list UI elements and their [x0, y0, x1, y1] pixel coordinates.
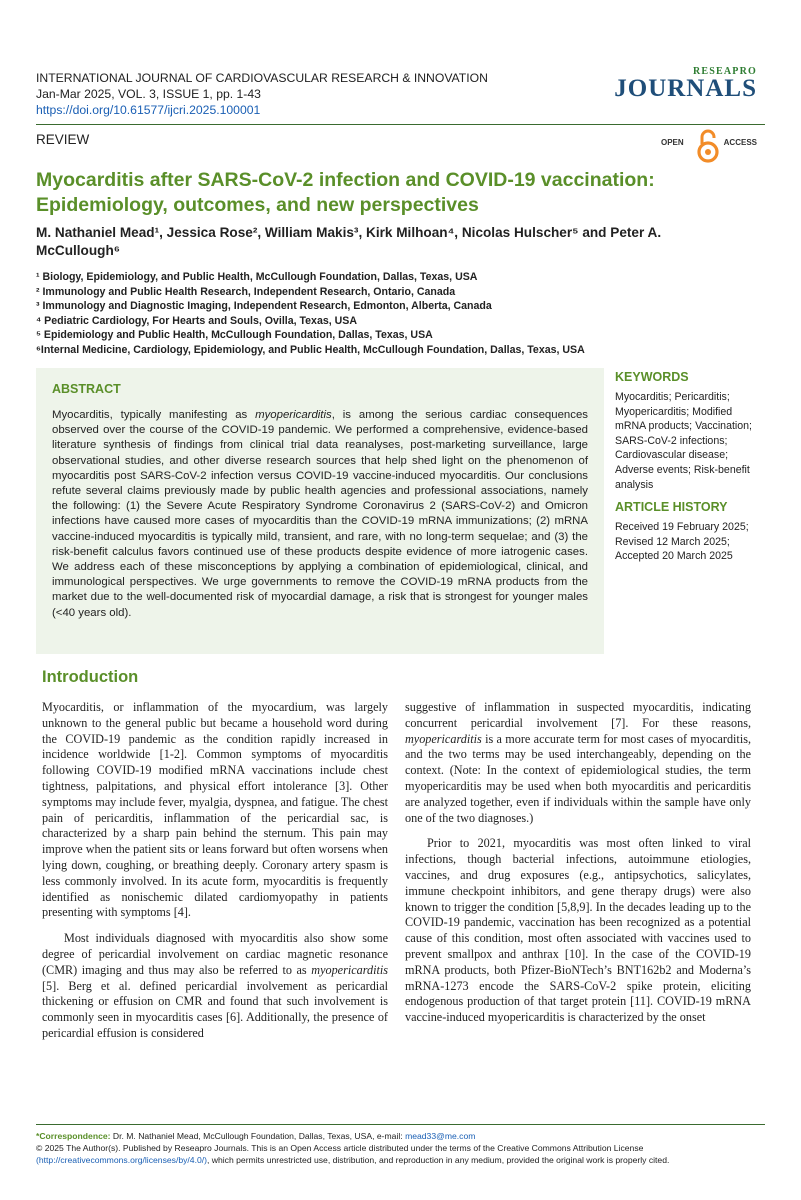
license-link[interactable]: (http://creativecommons.org/licenses/by/4.0/): [36, 1155, 207, 1165]
affiliation-item: ¹ Biology, Epidemiology, and Public Health, McCullough Foundation, Dallas, Texas, USA: [36, 271, 478, 283]
body-paragraph: suggestive of inflammation in suspected myocarditis, indicating concurrent pericardial involvement [7]. For these reasons, myopericarditis is a more accurate term for most cases of myocarditis, and the two terms may be used interchangeably, depending on the context. (Note: In the context of epidemiological studies, the term myopericarditis may be used when both myocarditis and pericarditis are analyzed together, even if individuals within the sample have only one of the two diagnoses.): [405, 700, 751, 825]
body-paragraph: Most individuals diagnosed with myocarditis also show some degree of pericardial involvement on cardiac magnetic resonance (CMR) imaging and thus may also be referred to as myopericarditis [5]. Berg et al. defined pericardial involvement as pericardial thickening or effusion on CMR and found that such involvement is commonly seen in myocarditis cases [6]. Additionally, the presence of pericardial effusion is considered: [42, 931, 388, 1040]
article-type: REVIEW: [36, 132, 90, 147]
affiliation-item: ⁶Internal Medicine, Cardiology, Epidemiology, and Public Health, McCullough Foundation, Dallas, Texas, USA: [36, 343, 585, 356]
section-heading-introduction: Introduction: [42, 668, 139, 686]
affiliations: [36, 270, 736, 358]
correspondence-label: *Correspondence:: [36, 1131, 111, 1141]
affiliation-item: ⁵ Epidemiology and Public Health, McCullough Foundation, Dallas, Texas, USA: [36, 329, 433, 342]
open-access-right: ACCESS: [723, 138, 757, 147]
logo-bottom-text: JOURNALS: [614, 75, 757, 102]
license-line: © 2025 The Author(s). Published by Reseapro Journals. This is an Open Access article distributed under the terms of the Creative Commons Attribution License: [36, 1143, 644, 1153]
article-sidebar: [615, 370, 765, 564]
affiliation-item: ² Immunology and Public Health Research, Independent Research, Ontario, Canada: [36, 285, 456, 298]
history-accepted: Accepted 20 March 2025: [615, 550, 733, 563]
journal-issue: Jan-Mar 2025, VOL. 3, ISSUE 1, pp. 1-43: [36, 87, 261, 101]
page-footer: [36, 1130, 766, 1166]
open-lock-icon: [694, 128, 722, 164]
publisher-logo: [614, 66, 757, 101]
affiliation-item: ³ Immunology and Diagnostic Imaging, Independent Research, Edmonton, Alberta, Canada: [36, 300, 492, 313]
footer-divider: [36, 1124, 765, 1125]
logo-top-text: RESEAPRO: [692, 66, 757, 77]
correspondence-email[interactable]: mead33@me.com: [405, 1131, 476, 1141]
abstract-box: [36, 368, 604, 654]
body-column-right: [405, 700, 751, 1036]
history-text: [615, 520, 765, 564]
body-paragraph: Myocarditis, or inflammation of the myocardium, was largely unknown to the general public but became a household word during the COVID-19 pandemic as the condition rapidly increased in incidence worldwide [1-2]. Common symptoms of myocarditis following COVID-19 modified mRNA vaccinations include chest tightness, palpitations, and physical effort intolerance [3]. Other symptoms may include fever, myalgia, dyspnea, and fatigue. The chest pain of pericarditis, inflammation of the pericardial sac, is characterized by a sharp pain behind the sternum. This pain may improve when the patient sits or leans forward but often worsens when lying down, coughing, or breathing deeply. Coronary artery spasm is less commonly involved. In its acute form, myocarditis is frequently identified as nonischemic dilated cardiomyopathy in patients presenting with symptoms [4].: [42, 700, 388, 920]
article-title: Myocarditis after SARS-CoV-2 infection and COVID-19 vaccination: Epidemiology, outcomes, and new perspectives: [36, 169, 655, 216]
keywords-text: Myocarditis; Pericarditis; Myopericarditis; Modified mRNA products; Vaccination; SARS-CoV-2 infections; Cardiovascular disease; Adverse events; Risk-benefit analysis: [615, 391, 752, 491]
history-received: Received 19 February 2025;: [615, 521, 749, 534]
body-column-left: [42, 700, 388, 1052]
author-list: M. Nathaniel Mead¹, Jessica Rose², William Makis³, Kirk Milhoan⁴, Nicolas Hulscher⁵ and Peter A. McCullough⁶: [36, 225, 662, 258]
correspondence-line: [36, 1130, 766, 1142]
body-paragraph: Prior to 2021, myocarditis was most often linked to viral infections, though bacterial infections, autoimmune etiologies, vaccines, and drug exposures (e.g., antipsychotics, salicylates, immune checkpoint inhibitors, and gene therapy drugs) were also known to trigger the condition [5,8,9]. In the decades leading up to the COVID-19 pandemic, vaccination has been recognized as a potential cause of this condition, most often associated with vaccines used to prevent smallpox and anthrax [10]. In the case of the COVID-19 mRNA products, both Pfizer-BioNTech’s BNT162b2 and Moderna’s mRNA-1273 encode the SARS-CoV-2 spike protein, eliciting endogenous production of that target protein [11]. COVID-19 mRNA vaccine-induced myopericarditis is characterized by the onset: [405, 836, 751, 1025]
history-revised: Revised 12 March 2025;: [615, 535, 730, 548]
affiliation-item: ⁴ Pediatric Cardiology, For Hearts and Souls, Ovilla, Texas, USA: [36, 314, 357, 327]
open-access-badge: [661, 128, 757, 164]
abstract-heading: ABSTRACT: [52, 382, 121, 396]
open-access-left: OPEN: [661, 138, 684, 147]
header-divider: [36, 124, 765, 125]
journal-header: [36, 70, 556, 118]
keywords-heading: KEYWORDS: [615, 370, 689, 384]
license-line-2: (http://creativecommons.org/licenses/by/4.0/), which permits unrestricted use, distribution, and reproduction in any medium, provided the original work is properly cited.: [36, 1155, 670, 1165]
journal-name: INTERNATIONAL JOURNAL OF CARDIOVASCULAR RESEARCH & INNOVATION: [36, 71, 488, 85]
doi-link[interactable]: https://doi.org/10.61577/ijcri.2025.100001: [36, 103, 261, 117]
history-heading: ARTICLE HISTORY: [615, 500, 728, 515]
abstract-text: Myocarditis, typically manifesting as myopericarditis, is among the serious cardiac consequences observed over the course of the COVID-19 pandemic. We performed a comprehensive, evidence-based literature synthesis of findings from clinical trial data reanalyses, post-marketing surveillance, large observational studies, and other diverse research sources that help shed light on the phenomenon of myocarditis post SARS-CoV-2 infection versus COVID-19 vaccine-induced myocarditis. Our conclusions refute several claims previously made by public health agencies and professional associations, namely the following: (1) the Severe Acute Respiratory Syndrome Coronavirus 2 (SARS-CoV-2) and Omicron infections have caused more cases of myocarditis than the COVID-19 mRNA immunizations; (2) mRNA vaccine-induced myocarditis is typically mild, transient, and rare, with no long-term sequelae; and (3) the risk-benefit calculus favors continued use of these products despite evidence of more iatrogenic cases. We address each of these misconceptions by applying a combination of epidemiological, clinical, and immunological perspectives. We urge governments to remove the COVID-19 mRNA products from the market due to the well-documented risk of myocardial damage, a risk that is strongest for younger males (<40 years old).: [52, 409, 588, 619]
correspondence-text: Dr. M. Nathaniel Mead, McCullough Foundation, Dallas, Texas, USA, e-mail:: [112, 1131, 403, 1141]
